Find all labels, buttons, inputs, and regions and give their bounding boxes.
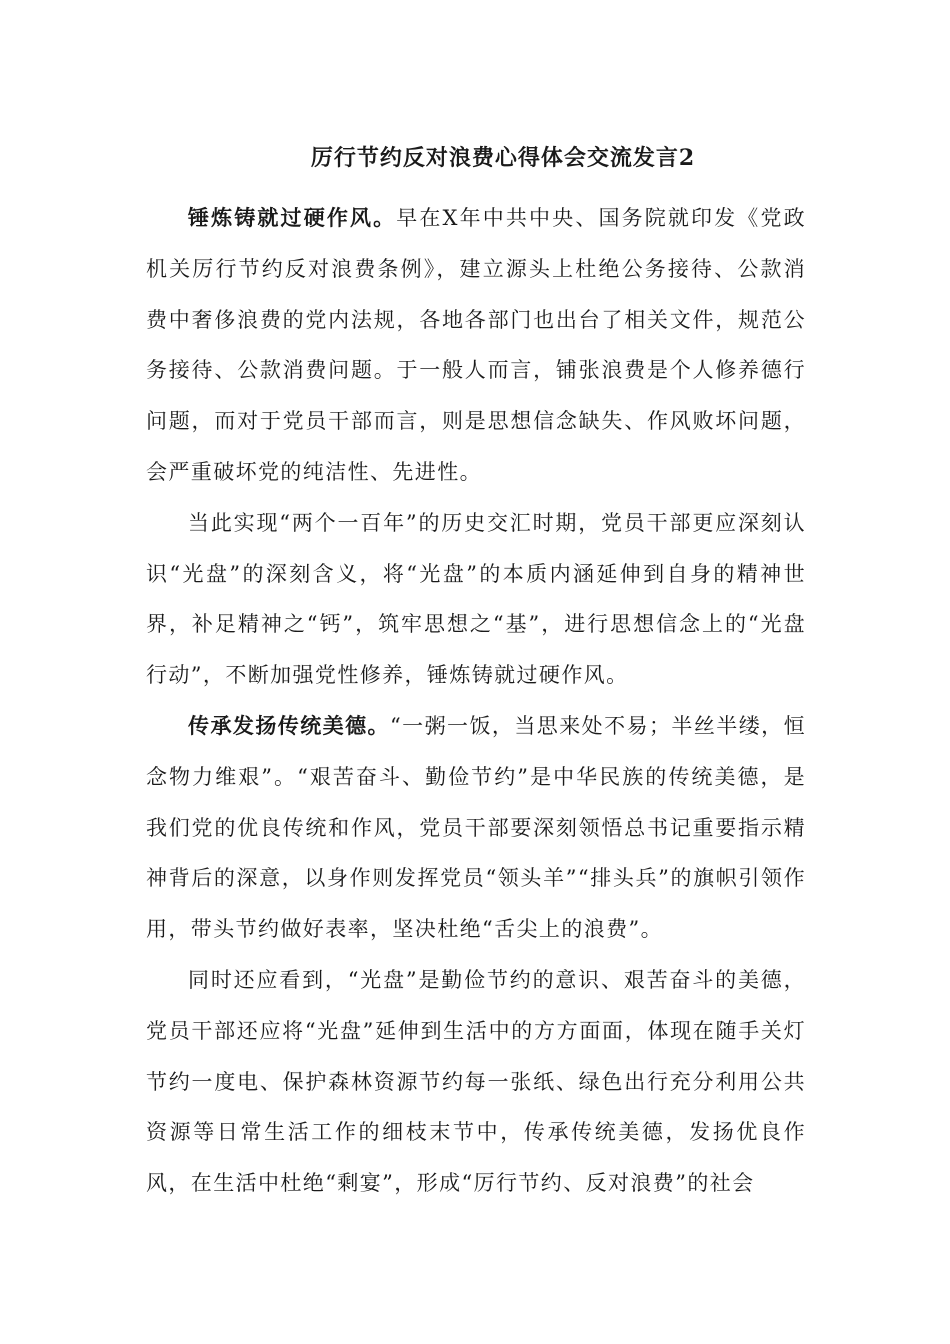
paragraph-3 [146,701,806,955]
paragraph-4 [146,955,806,1209]
paragraph-4-text: 同时还应看到，“光盘”是勤俭节约的意识、艰苦奋斗的美德，党员干部还应将“光盘”延伸到生活中的方方面面，体现在随手关灯节约一度电、保护森林资源节约每一张纸、绿色出行充分利用公共资源等日常生活工作的细枝末节中，传承传统美德，发扬优良作风，在生活中杜绝“剩宴”，形成“厉行节约、反对浪费”的社会 [146,967,806,1196]
paragraph-1-lead: 锤炼铸就过硬作风。 [188,205,397,230]
paragraph-1 [146,193,806,498]
paragraph-3-text: “一粥一饭，当思来处不易；半丝半缕，恒念物力维艰”。“艰苦奋斗、勤俭节约”是中华民族的传统美德，是我们党的优良传统和作风，党员干部要深刻领悟总书记重要指示精神背后的深意，以身作则发挥党员“领头羊”“排头兵”的旗帜引领作用，带头节约做好表率，坚决杜绝“舌尖上的浪费”。 [146,713,806,942]
paragraph-2-text: 当此实现“两个一百年”的历史交汇时期，党员干部更应深刻认识“光盘”的深刻含义，将“光盘”的本质内涵延伸到自身的精神世界，补足精神之“钙”，筑牢思想之“基”，进行思想信念上的“光盘行动”，不断加强党性修养，锤炼铸就过硬作风。 [146,510,806,688]
paragraph-1-text: 早在X年中共中央、国务院就印发《党政机关厉行节约反对浪费条例》，建立源头上杜绝公务接待、公款消费中奢侈浪费的党内法规，各地各部门也出台了相关文件，规范公务接待、公款消费问题。于一般人而言，铺张浪费是个人修养德行问题，而对于党员干部而言，则是思想信念缺失、作风败坏问题，会严重破坏党的纯洁性、先进性。 [146,206,806,484]
document-title: 厉行节约反对浪费心得体会交流发言2 [310,145,696,171]
document-body [146,193,806,1209]
paragraph-2 [146,498,806,701]
paragraph-3-lead: 传承发扬传统美德。 [188,712,390,738]
